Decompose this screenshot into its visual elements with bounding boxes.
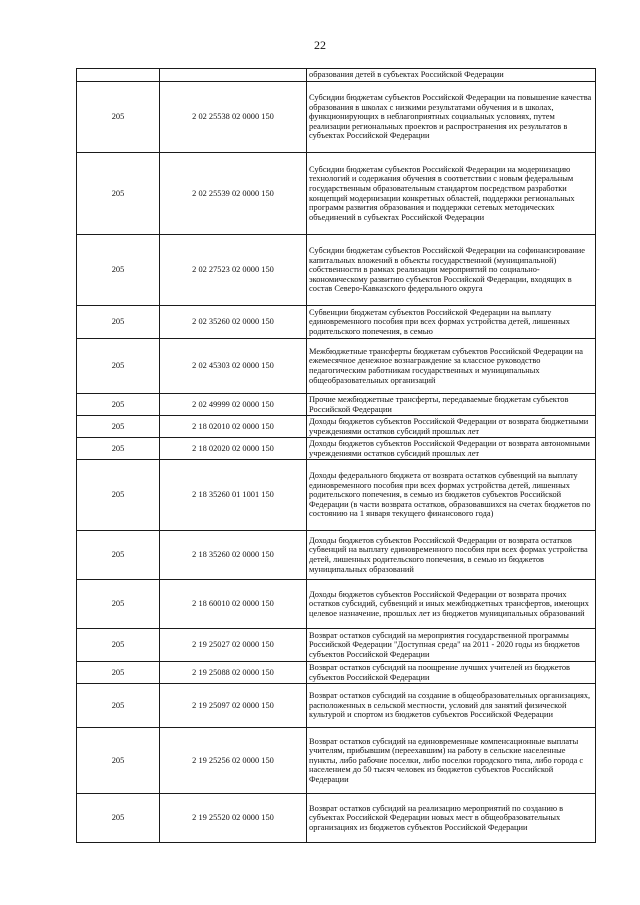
table-row (77, 531, 596, 580)
budget-classification-code-cell: 2 02 35260 02 0000 150 (160, 306, 307, 339)
table-row (77, 339, 596, 394)
revenue-name-cell: Межбюджетные трансферты бюджетам субъектов Российской Федерации на ежемесячное денежное вознаграждение за классное руководство педагогическим работникам государственных и муниципальных общеобразовательных организаций (307, 339, 596, 394)
table-row (77, 662, 596, 684)
budget-classification-code-cell: 2 02 25539 02 0000 150 (160, 153, 307, 235)
admin-code-cell: 205 (77, 153, 160, 235)
table-row (77, 82, 596, 153)
revenue-name-cell: Возврат остатков субсидий на мероприятия государственной программы Российской Федерации "Доступная среда" на 2011 - 2020 годы из бюджетов субъектов Российской Федерации (307, 629, 596, 662)
admin-code-cell: 205 (77, 306, 160, 339)
revenue-name-cell: Доходы бюджетов субъектов Российской Федерации от возврата остатков субвенций на выплату единовременного пособия при всех формах устройства детей, лишенных родительского попечения, в семью из бюджетов муниципальных образований (307, 531, 596, 580)
budget-classification-code-cell: 2 19 25256 02 0000 150 (160, 728, 307, 794)
budget-classification-code-cell: 2 19 25088 02 0000 150 (160, 662, 307, 684)
table-row (77, 235, 596, 306)
budget-classification-code-cell: 2 02 25538 02 0000 150 (160, 82, 307, 153)
admin-code-cell: 205 (77, 235, 160, 306)
budget-classification-code-cell: 2 02 49999 02 0000 150 (160, 394, 307, 416)
revenue-name-cell: Доходы бюджетов субъектов Российской Федерации от возврата прочих остатков субсидий, субвенций и иных межбюджетных трансфертов, имеющих целевое назначение, прошлых лет из бюджетов муниципальных образований (307, 580, 596, 629)
revenue-name-cell: Субсидии бюджетам субъектов Российской Федерации на повышение качества образования в школах с низкими результатами обучения и в школах, функционирующих в неблагоприятных социальных условиях, путем реализации региональных проектов и распространения их результатов в субъектах Российской Федерации (307, 82, 596, 153)
admin-code-cell (77, 69, 160, 82)
admin-code-cell: 205 (77, 531, 160, 580)
revenue-name-cell: Прочие межбюджетные трансферты, передаваемые бюджетам субъектов Российской Федерации (307, 394, 596, 416)
revenue-name-cell: Возврат остатков субсидий на создание в общеобразовательных организациях, расположенных в сельской местности, условий для занятий физической культурой и спортом из бюджетов субъектов Российской Федерации (307, 684, 596, 728)
budget-classification-code-cell: 2 02 27523 02 0000 150 (160, 235, 307, 306)
admin-code-cell: 205 (77, 394, 160, 416)
admin-code-cell: 205 (77, 339, 160, 394)
table-body (77, 69, 596, 843)
budget-classification-code-cell: 2 19 25520 02 0000 150 (160, 794, 307, 843)
budget-classification-code-cell (160, 69, 307, 82)
table-row (77, 580, 596, 629)
admin-code-cell: 205 (77, 728, 160, 794)
revenue-name-cell: Субсидии бюджетам субъектов Российской Федерации на модернизацию технологий и содержания обучения в соответствии с новым федеральным государственным образовательным стандартом посредством разработки концепций модернизации конкретных областей, поддержки региональных программ развития образования и поддержки сетевых методических объединений в субъектах Российской Федерации (307, 153, 596, 235)
budget-classification-code-cell: 2 19 25027 02 0000 150 (160, 629, 307, 662)
table-row (77, 394, 596, 416)
table-row (77, 794, 596, 843)
budget-classification-code-cell: 2 18 02010 02 0000 150 (160, 416, 307, 438)
revenue-name-cell: Субсидии бюджетам субъектов Российской Федерации на софинансирование капитальных вложений в объекты государственной (муниципальной) собственности в рамках реализации мероприятий по социально-экономическому развитию субъектов Российской Федерации, входящих в состав Северо-Кавказского федерального округа (307, 235, 596, 306)
table-row (77, 684, 596, 728)
budget-classification-code-cell: 2 18 35260 01 1001 150 (160, 460, 307, 531)
budget-classification-code-cell: 2 18 60010 02 0000 150 (160, 580, 307, 629)
budget-classification-code-cell: 2 02 45303 02 0000 150 (160, 339, 307, 394)
admin-code-cell: 205 (77, 82, 160, 153)
revenue-name-cell: Доходы федерального бюджета от возврата остатков субвенций на выплату единовременного пособия при всех формах устройства детей, лишенных родительского попечения, в семью из бюджетов субъектов Российской Федерации (в части возврата остатков, образовавшихся на счетах бюджетов по состоянию на 1 января текущего финансового года) (307, 460, 596, 531)
page-number: 22 (314, 38, 326, 52)
table-row (77, 306, 596, 339)
admin-code-cell: 205 (77, 794, 160, 843)
table-row (77, 728, 596, 794)
admin-code-cell: 205 (77, 438, 160, 460)
admin-code-cell: 205 (77, 460, 160, 531)
revenue-name-cell: образования детей в субъектах Российской Федерации (307, 69, 596, 82)
admin-code-cell: 205 (77, 416, 160, 438)
table-row (77, 629, 596, 662)
table-row (77, 69, 596, 82)
revenue-name-cell: Возврат остатков субсидий на единовременные компенсационные выплаты учителям, прибывшим (переехавшим) на работу в сельские населенные пункты, либо рабочие поселки, либо поселки городского типа, либо города с населением до 50 тысяч человек из бюджетов субъектов Российской Федерации (307, 728, 596, 794)
admin-code-cell: 205 (77, 580, 160, 629)
budget-codes-table (76, 68, 596, 843)
revenue-name-cell: Доходы бюджетов субъектов Российской Федерации от возврата бюджетными учреждениями остатков субсидий прошлых лет (307, 416, 596, 438)
budget-classification-code-cell: 2 18 35260 02 0000 150 (160, 531, 307, 580)
revenue-name-cell: Субвенции бюджетам субъектов Российской Федерации на выплату единовременного пособия при всех формах устройства детей, лишенных родительского попечения, в семью (307, 306, 596, 339)
admin-code-cell: 205 (77, 662, 160, 684)
table-row (77, 460, 596, 531)
budget-classification-code-cell: 2 18 02020 02 0000 150 (160, 438, 307, 460)
revenue-name-cell: Возврат остатков субсидий на поощрение лучших учителей из бюджетов субъектов Российской Федерации (307, 662, 596, 684)
revenue-name-cell: Возврат остатков субсидий на реализацию мероприятий по созданию в субъектах Российской Федерации новых мест в общеобразовательных организациях из бюджетов субъектов Российской Федерации (307, 794, 596, 843)
table-row (77, 438, 596, 460)
table-row (77, 153, 596, 235)
admin-code-cell: 205 (77, 629, 160, 662)
revenue-name-cell: Доходы бюджетов субъектов Российской Федерации от возврата автономными учреждениями остатков субсидий прошлых лет (307, 438, 596, 460)
budget-classification-code-cell: 2 19 25097 02 0000 150 (160, 684, 307, 728)
admin-code-cell: 205 (77, 684, 160, 728)
table-row (77, 416, 596, 438)
